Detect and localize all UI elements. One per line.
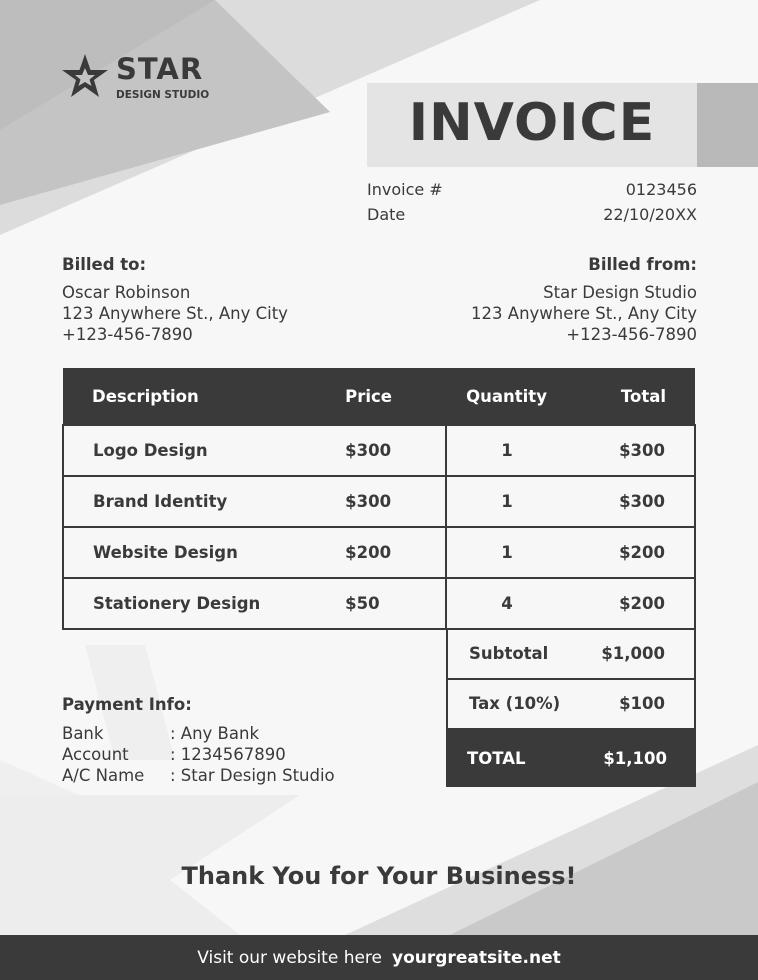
tax-row (446, 679, 696, 730)
item-description: Website Design (63, 527, 312, 578)
invoice-number: 0123456 (625, 180, 697, 199)
item-price: $50 (312, 578, 446, 629)
billed-from-phone: +123-456-7890 (566, 325, 697, 344)
date-value: 22/10/20XX (603, 205, 697, 224)
payment-labels (62, 723, 144, 786)
item-description: Brand Identity (63, 476, 312, 527)
billed-to-heading: Billed to: (62, 255, 147, 274)
invoice-title: INVOICE (408, 93, 656, 153)
table-header (63, 368, 695, 425)
tax-value: $100 (619, 694, 665, 713)
item-total: $300 (567, 425, 695, 476)
bank-value: : Any Bank (170, 724, 260, 743)
header-description: Description (63, 368, 312, 425)
account-name-label: A/C Name (62, 766, 145, 785)
billed-to-name: Oscar Robinson (62, 283, 191, 302)
table-row (63, 578, 695, 629)
footer (0, 935, 758, 980)
header-price: Price (312, 368, 446, 425)
table-row (63, 425, 695, 476)
header-quantity: Quantity (446, 368, 568, 425)
billed-to-address: 123 Anywhere St., Any City (62, 304, 288, 323)
total-label: TOTAL (467, 749, 526, 768)
thank-you-message: Thank You for Your Business! (181, 862, 577, 890)
footer-text: Visit our website here (197, 947, 383, 968)
payment-values (170, 723, 335, 786)
item-price: $200 (312, 527, 446, 578)
date-label: Date (367, 205, 406, 224)
item-price: $300 (312, 476, 446, 527)
header-total: Total (567, 368, 695, 425)
account-label: Account (62, 745, 129, 764)
title-accent (697, 83, 758, 167)
invoice-number-label: Invoice # (367, 180, 443, 199)
payment-heading: Payment Info: (62, 695, 192, 714)
billed-to-details (62, 282, 288, 345)
website-link[interactable]: yourgreatsite.net (392, 947, 561, 968)
bank-label: Bank (62, 724, 104, 743)
total-value: $1,100 (603, 749, 667, 768)
star-logo-icon (62, 54, 108, 100)
table-row (63, 476, 695, 527)
billed-from-details (471, 282, 697, 345)
billed-from-heading: Billed from: (588, 255, 697, 274)
billed-to-phone: +123-456-7890 (62, 325, 193, 344)
subtotal-value: $1,000 (601, 644, 665, 663)
item-total: $200 (567, 578, 695, 629)
item-price: $300 (312, 425, 446, 476)
account-name-value: : Star Design Studio (170, 766, 335, 785)
brand-subtitle: DESIGN STUDIO (116, 89, 210, 101)
item-quantity: 1 (446, 476, 568, 527)
subtotal-label: Subtotal (469, 644, 549, 663)
item-quantity: 1 (446, 425, 568, 476)
table-row (63, 527, 695, 578)
billed-from-address: 123 Anywhere St., Any City (471, 304, 697, 323)
subtotal-row (446, 629, 696, 680)
total-row (446, 730, 696, 787)
items-table (62, 368, 696, 630)
item-description: Stationery Design (63, 578, 312, 629)
item-total: $200 (567, 527, 695, 578)
account-value: : 1234567890 (170, 745, 286, 764)
brand-name: STAR (116, 52, 204, 86)
tax-label: Tax (10%) (469, 694, 561, 713)
item-quantity: 1 (446, 527, 568, 578)
item-total: $300 (567, 476, 695, 527)
item-description: Logo Design (63, 425, 312, 476)
billed-from-name: Star Design Studio (543, 283, 697, 302)
item-quantity: 4 (446, 578, 568, 629)
